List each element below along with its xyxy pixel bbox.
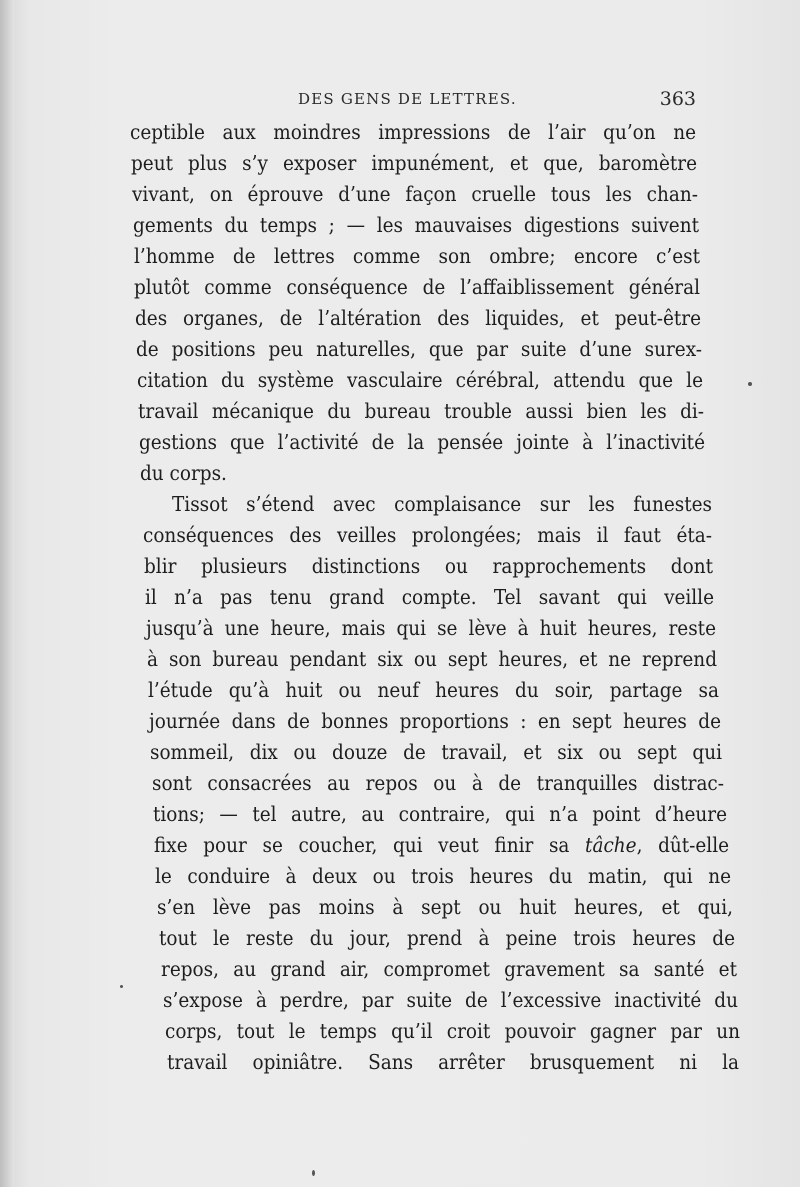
text-line: gements du temps ; — les mauvaises digestions suivent <box>133 213 699 237</box>
running-title: DES GENS DE LETTRES. <box>298 90 517 108</box>
text-line: le conduire à deux ou trois heures du matin, qui ne <box>155 864 731 888</box>
text-line: sont consacrées au repos ou à de tranquilles distrac- <box>152 771 724 795</box>
text-segment: fixe pour se coucher, qui veut finir sa <box>154 833 586 857</box>
text-line: corps, tout le temps qu’il croit pouvoir gagner par un <box>165 1019 740 1043</box>
text-line: ceptible aux moindres impressions de l’air qu’on ne <box>130 120 696 144</box>
text-line: tions; — tel autre, au contraire, qui n’a point d’heure <box>153 802 727 826</box>
text-line: s’en lève pas moins à sept ou huit heures, et qui, <box>157 895 733 919</box>
text-line: à son bureau pendant six ou sept heures, et ne reprend <box>147 647 717 671</box>
text-line: citation du système vasculaire cérébral, attendu que le <box>137 368 703 392</box>
text-line: il n’a pas tenu grand compte. Tel savant qui veille <box>145 585 714 609</box>
text-line: sommeil, dix ou douze de travail, et six ou sept qui <box>150 740 722 764</box>
text-line: tout le reste du jour, prend à peine trois heures de <box>159 926 735 950</box>
paragraph-first-line: Tissot s’étend avec complaisance sur les funestes <box>172 492 712 516</box>
text-line: blir plusieurs distinctions ou rapprochements dont <box>144 554 713 578</box>
text-line: des organes, de l’altération des liquides, et peut-être <box>135 306 701 330</box>
text-line-with-italic <box>154 830 729 861</box>
text-line: journée dans de bonnes proportions : en sept heures de <box>149 709 721 733</box>
text-line: l’homme de lettres comme son ombre; encore c’est <box>134 244 700 268</box>
page-number: 363 <box>659 88 696 110</box>
text-line: conséquences des veilles prolongées; mais il faut éta- <box>143 523 712 547</box>
text-line: repos, au grand air, compromet gravement sa santé et <box>161 957 737 981</box>
binding-shadow <box>0 0 14 1187</box>
text-line: peut plus s’y exposer impunément, et que, baromètre <box>131 151 697 175</box>
text-line: gestions que l’activité de la pensée jointe à l’inactivité <box>139 430 705 454</box>
text-line: vivant, on éprouve d’une façon cruelle tous les chan- <box>132 182 698 206</box>
paper-speck <box>312 1170 315 1176</box>
text-line: jusqu’à une heure, mais qui se lève à huit heures, reste <box>146 616 716 640</box>
running-head <box>298 88 696 112</box>
text-line: plutôt comme conséquence de l’affaiblissement général <box>134 275 700 299</box>
paper-speck <box>120 985 123 988</box>
text-line: du corps. <box>140 461 227 485</box>
text-line: travail opiniâtre. Sans arrêter brusquement ni la <box>167 1050 739 1074</box>
text-line: s’expose à perdre, par suite de l’excessive inactivité du <box>163 988 738 1012</box>
text-line: travail mécanique du bureau trouble aussi bien les di- <box>138 399 704 423</box>
text-segment: , dût-elle <box>636 833 729 857</box>
paper-speck <box>748 382 752 386</box>
italic-word: tâche <box>585 833 637 857</box>
text-line: l’étude qu’à huit ou neuf heures du soir, partage sa <box>148 678 719 702</box>
text-line: de positions peu naturelles, que par suite d’une surex- <box>136 337 702 361</box>
